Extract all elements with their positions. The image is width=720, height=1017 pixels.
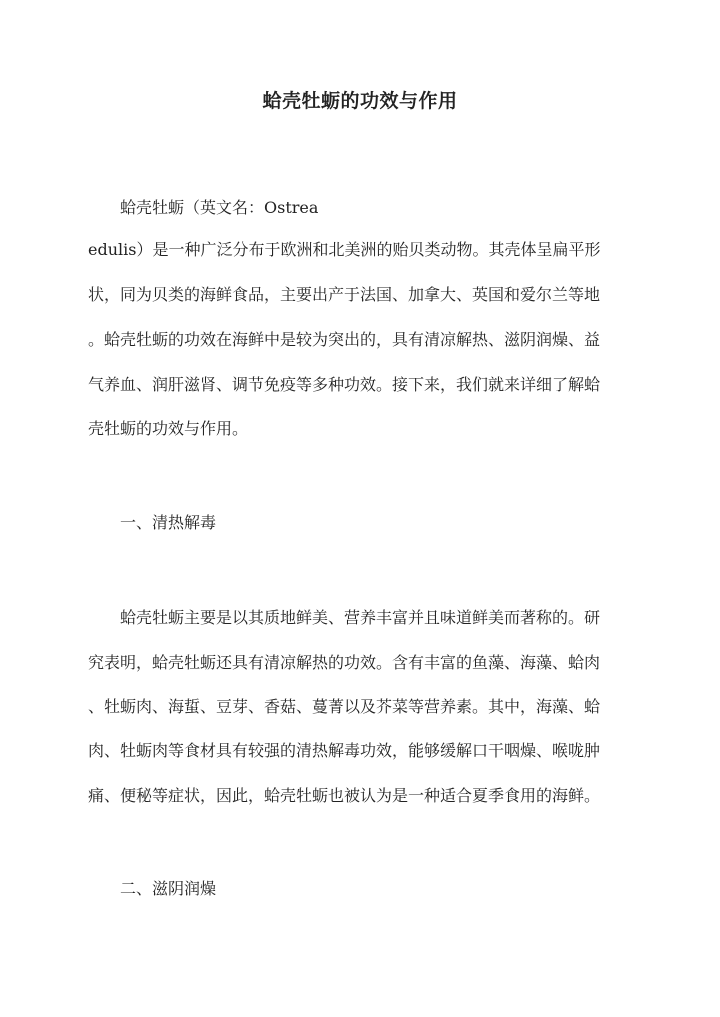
section1-line-5: 痛、便秘等症状，因此，蛤壳牡蛎也被认为是一种适合夏季食用的海鲜。 (88, 786, 601, 805)
intro-line-5: 气养血、润肝滋肾、调节免疫等多种功效。接下来，我们就来详细了解蛤 (88, 375, 601, 394)
intro-line-1: 蛤壳牡蛎（英文名：Ostrea (120, 198, 319, 217)
section-heading-2: 二、滋阴润燥 (120, 879, 217, 898)
intro-line-2: edulis）是一种广泛分布于欧洲和北美洲的贻贝类动物。其壳体呈扁平形 (88, 240, 601, 259)
document-title: 蛤壳牡蛎的功效与作用 (262, 90, 458, 112)
section1-line-1: 蛤壳牡蛎主要是以其质地鲜美、营养丰富并且味道鲜美而著称的。研 (120, 608, 601, 627)
intro-line-6: 壳牡蛎的功效与作用。 (88, 419, 249, 438)
intro-line-3: 状，同为贝类的海鲜食品，主要出产于法国、加拿大、英国和爱尔兰等地 (88, 285, 601, 304)
section1-line-3: 、牡蛎肉、海蜇、豆芽、香菇、蔓菁以及芥菜等营养素。其中，海藻、蛤 (88, 697, 601, 716)
section1-line-2: 究表明，蛤壳牡蛎还具有清凉解热的功效。含有丰富的鱼藻、海藻、蛤肉 (88, 653, 601, 672)
intro-line-4: 。蛤壳牡蛎的功效在海鲜中是较为突出的，具有清凉解热、滋阴润燥、益 (88, 330, 601, 349)
section1-line-4: 肉、牡蛎肉等食材具有较强的清热解毒功效，能够缓解口干咽燥、喉咙肿 (88, 741, 601, 760)
section-heading-1: 一、清热解毒 (120, 513, 217, 532)
